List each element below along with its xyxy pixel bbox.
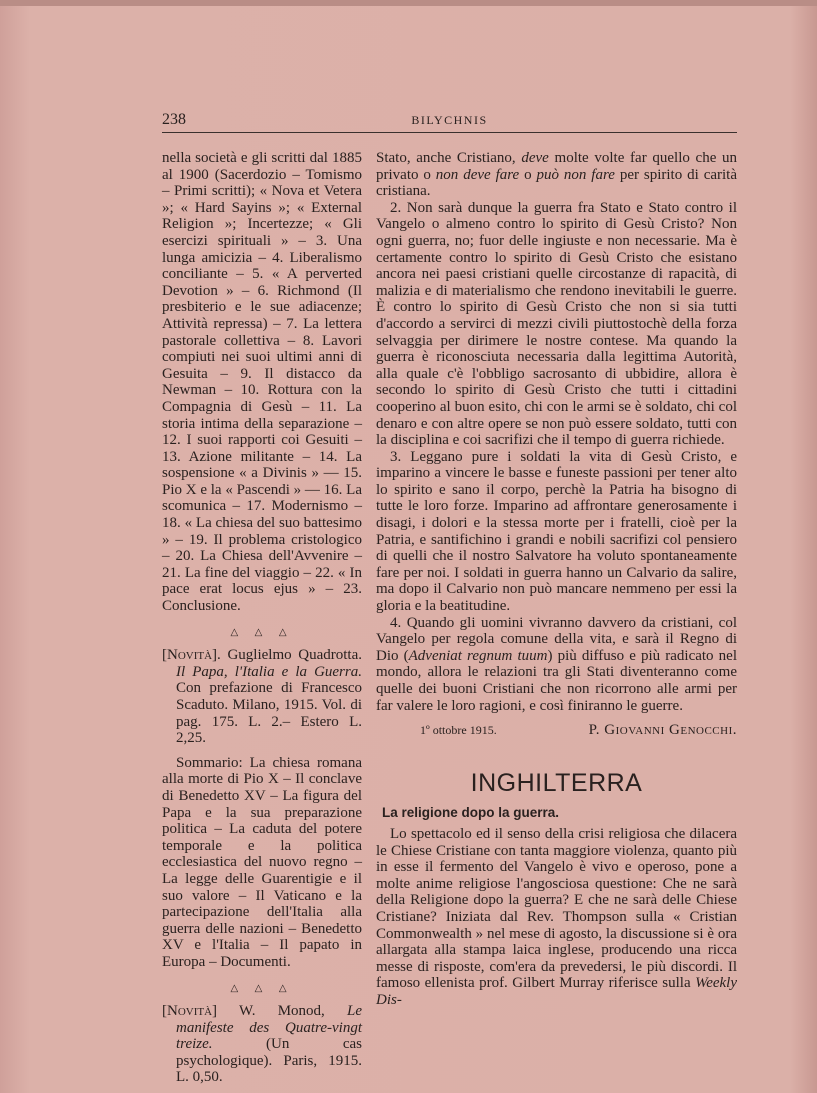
contents-list: nella società e gli scritti dal 1885 al 1900 (Sacerdozio – Tomismo – Primi scritti); « Nova et Vetera »; « Hard Sayins »; « External Religion »; Incertezze; « Gli esercizi spirituali » – 3. Una lunga amicizia – 4. Liberalismo conciliante – 5. « A perverted Devotion » – 6. Richmond (Il presbiterio e le sue adiacenze; Attività repressa) – 7. La lettera pastorale collettiva – 8. Lavori compiuti nei suoi ultimi anni di Gesuita – 9. Il distacco da Newman – 10. Rottura con la Compagnia di Gesù – 11. La storia intima della separazione – 12. I suoi rapporti coi Gesuiti – 13. Azione militante – 14. La sospensione « a Divinis » — 15. Pio X e la « Pascendi » — 16. La scomunica – 17. Modernismo – 18. « La chiesa del suo battesimo » – 19. Il problema cristologico – 20. La Chiesa dell'Avvenire – 21. La fine del viaggio – 22. « In pace erat locus ejus » – 23. Conclusione. (162, 150, 362, 615)
page-top-edge (0, 0, 817, 6)
left-column (162, 150, 362, 1086)
entry-title: Il Papa, l'Italia e la Guerra. (176, 663, 362, 680)
subheading: La religione dopo la guerra. (382, 805, 560, 821)
header-rule (162, 132, 737, 133)
paragraph-5 (376, 826, 737, 1009)
entry-details: (Un cas psychologique). Paris, 1915. L. 0,50. (176, 1036, 363, 1086)
text-run: ) più diffuso e più radicato nel mondo, allora le relazioni tra gli Stati diventeranno come quelle dei buoni Cristiani che non ricorrono alle armi per far valere le loro ragioni, e così finiranno le guerre. (376, 647, 738, 714)
section-title: INGHILTERRA (470, 768, 643, 797)
text-run: 4. Quando gli uomini vivranno davvero da cristiani, col Vangelo per regola comune della vita, e sarà il Regno di Dio ( (376, 614, 737, 664)
signature-date: 1º ottobre 1915. (420, 723, 497, 738)
text-run: o (524, 166, 532, 183)
page-number: 238 (162, 111, 186, 128)
entry-author: W. Monod, (238, 1003, 325, 1020)
italic-run: non deve fare (435, 166, 520, 183)
separator-stars: △ △ △ (230, 982, 294, 994)
entry-title: Le manifeste des Quatre-vingt treize. (176, 1003, 363, 1053)
paragraph-opening (376, 150, 737, 200)
italic-run: deve (521, 150, 549, 166)
paragraph-4 (376, 615, 737, 715)
separator-stars: △ △ △ (230, 626, 294, 638)
paragraph-3: 3. Leggano pure i soldati la vita di Gesù Cristo, e imparino a vincere le basse e funeste passioni per tener alto lo spirito e sano il corpo, perchè la Patria ha bisogno di tutte le loro forze. Imparino ad affrontare generosamente i disagi, i dolori e la stessa morte per i fratelli, cioè per la Patria, e santifichino i grandi e nobili sacrifizi col pensiero di quelli che il nostro Salvatore ha voluto spontaneamente fare per noi. I soldati in guerra hanno un Calvario da salire, ma dopo il Calvario non può mancare nemmeno per essi la gloria e la beatitudine. (376, 448, 737, 615)
entry-details: Con prefazione di Francesco Scaduto. Milano, 1915. Vol. di pag. 175. L. 2.– Estero L. 2,25. (176, 680, 362, 747)
book-entry-quadrotta (162, 647, 362, 747)
text-run: molte volte far quello che un privato o (376, 150, 738, 183)
paragraph-2: 2. Non sarà dunque la guerra fra Stato e Stato contro il Vangelo o almeno contro lo spirito di Gesù Cristo? Non ogni guerra, no; fuor delle ingiuste e non necessarie. Ma è certamente contro lo spirito di Gesù Cristo che esistano ancora nei paesi cristiani quelle circostanze di rapacità, di malizia e di materialismo che rendono inevitabili le guerre. È contro lo spirito di Gesù Cristo che non si sia tutti d'accordo a servirci di mezzi civili piuttostochè della forza selvaggia per dirimere le nostre contese. Ma quando la guerra è riconosciuta necessaria dalla legittima Autorità, alla quale c'è l'obbligo sacrosanto di ubbidire, allora è secondo lo spirito di Gesù Cristo che tutti i cittadini cooperino al buon esito, chi con le armi se è soldato, chi col denaro e con altre opere se non può essere soldato, tutti con la disciplina e coi sacrifizi che il tempo di guerra richiede. (376, 199, 737, 449)
signature-line (376, 722, 737, 739)
running-title: BILYCHNIS (411, 113, 488, 127)
spacer (162, 747, 362, 755)
italic-run: può non fare (536, 166, 615, 183)
entry-tag: [Novità] (162, 1003, 218, 1020)
entry-author: Guglielmo Quadrotta. (227, 647, 362, 664)
book-summary: Sommario: La chiesa romana alla morte di Pio X – Il conclave di Benedetto XV – La figura del Papa e la sua preparazione politica – La caduta del potere temporale e la politica ecclesiastica del nuovo regno – La legge delle Guarentigie e il suo valore – Il Vaticano e la partecipazione dell'Italia alla guerra delle nazioni – Benedetto XV e l'Italia – Il papato in Europa – Documenti. (162, 754, 362, 970)
book-entry-monod (162, 1003, 362, 1086)
page-header (162, 111, 737, 133)
text-run: Stato, anche Cristiano, (376, 150, 516, 166)
signature-author: P. Giovanni Genocchi. (588, 722, 737, 739)
text-run: per spirito di carità cristiana. (376, 166, 737, 200)
italic-run: Adveniat regnum tuum (408, 647, 548, 664)
italic-run: Weekly Dis- (376, 975, 738, 1008)
right-column (376, 150, 737, 1009)
text-run: Lo spettacolo ed il senso della crisi religiosa che dilacera le Chiese Cristiane con tanta maggiore violenza, quanto più in esse il fermento del Vangelo è vivo e operoso, pone a molte anime religiose l'angosciosa questione: Che ne sarà della Religione dopo la guerra? E che ne sarà delle Chiese Cristiane? Iniziata dal Rev. Thompson sulla « Cristian Commonwealth » nel mese di agosto, la discussione si è ora allargata alla stampa laica inglese, producendo una ricca messe di risposte, com'era da prevedersi, le più discordi. Il famoso ellenista prof. Gilbert Murray riferisce sulla (376, 825, 737, 992)
entry-tag: [Novità]. (162, 647, 221, 664)
